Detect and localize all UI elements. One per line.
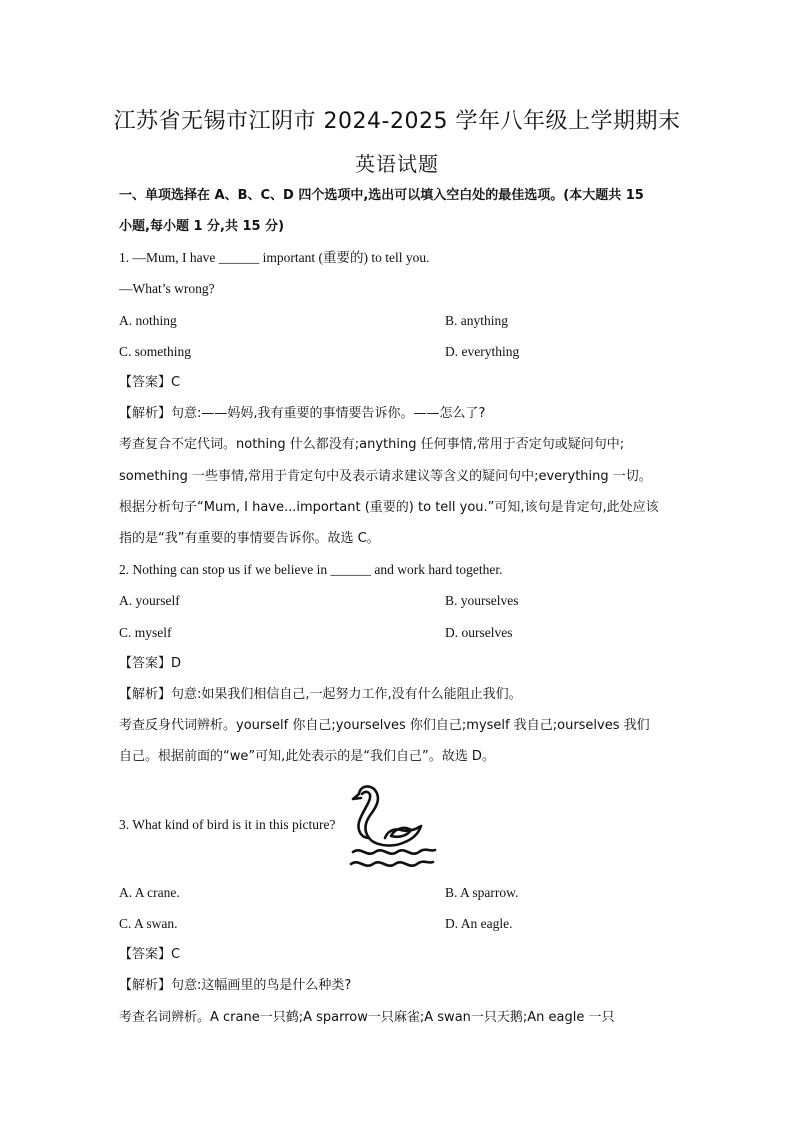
question-1-answer: 【答案】C	[119, 375, 181, 390]
section-heading-line1: 一、单项选择在 A、B、C、D 四个选项中,选出可以填入空白处的最佳选项。(本大题共 15	[119, 188, 644, 203]
question-2-analysis-line: 自己。根据前面的“we”可知,此处表示的是“我们自己”。故选 D。	[119, 749, 495, 764]
swan-drawing-icon	[345, 780, 440, 870]
question-3-analysis-line: 【解析】句意:这幅画里的鸟是什么种类?	[119, 978, 352, 993]
question-1-analysis-line: something 一些事情,常用于肯定句中及表示请求建议等含义的疑问句中;everything 一切。	[119, 469, 652, 484]
question-2-stem: 2. Nothing can stop us if we believe in ______ and work hard together.	[119, 562, 503, 577]
question-1-analysis-line: 根据分析句子“Mum, I have...important (重要的) to tell you.”可知,该句是肯定句,此处应该	[119, 500, 659, 515]
question-2-option-c: C. myself	[119, 625, 172, 640]
question-2-option-b: B. yourselves	[445, 593, 519, 608]
question-1-analysis-line: 指的是“我”有重要的事情要告诉你。故选 C。	[119, 531, 380, 546]
question-3-option-b: B. A sparrow.	[445, 885, 519, 900]
document-subtitle: 英语试题	[355, 152, 439, 176]
question-2-option-d: D. ourselves	[445, 625, 513, 640]
question-3-answer: 【答案】C	[119, 947, 181, 962]
section-heading-line2: 小题,每小题 1 分,共 15 分)	[119, 219, 285, 234]
question-1-analysis-line: 【解析】句意:——妈妈,我有重要的事情要告诉你。——怎么了?	[119, 406, 486, 421]
question-1-analysis-line: 考查复合不定代词。nothing 什么都没有;anything 任何事情,常用于否定句或疑问句中;	[119, 437, 625, 452]
document-title: 江苏省无锡市江阴市 2024-2025 学年八年级上学期期末	[113, 109, 681, 134]
question-2-option-a: A. yourself	[119, 593, 180, 608]
question-1-option-a: A. nothing	[119, 313, 177, 328]
question-3-option-a: A. A crane.	[119, 885, 180, 900]
question-2-analysis-line: 【解析】句意:如果我们相信自己,一起努力工作,没有什么能阻止我们。	[119, 687, 522, 702]
question-2-analysis-line: 考查反身代词辨析。yourself 你自己;yourselves 你们自己;myself 我自己;ourselves 我们	[119, 718, 650, 733]
question-3-option-c: C. A swan.	[119, 916, 178, 931]
question-1-reply: —What’s wrong?	[119, 281, 215, 296]
question-1-option-c: C. something	[119, 344, 192, 359]
question-1-stem: 1. —Mum, I have ______ important (重要的) to tell you.	[119, 250, 430, 265]
question-1-option-d: D. everything	[445, 344, 520, 359]
question-1-option-b: B. anything	[445, 313, 508, 328]
question-3-stem: 3. What kind of bird is it in this picture?	[119, 817, 336, 832]
question-3-analysis-line: 考查名词辨析。A crane一只鹤;A sparrow一只麻雀;A swan一只天鹅;An eagle 一只	[119, 1010, 615, 1025]
question-3-option-d: D. An eagle.	[445, 916, 513, 931]
question-2-answer: 【答案】D	[119, 656, 182, 671]
